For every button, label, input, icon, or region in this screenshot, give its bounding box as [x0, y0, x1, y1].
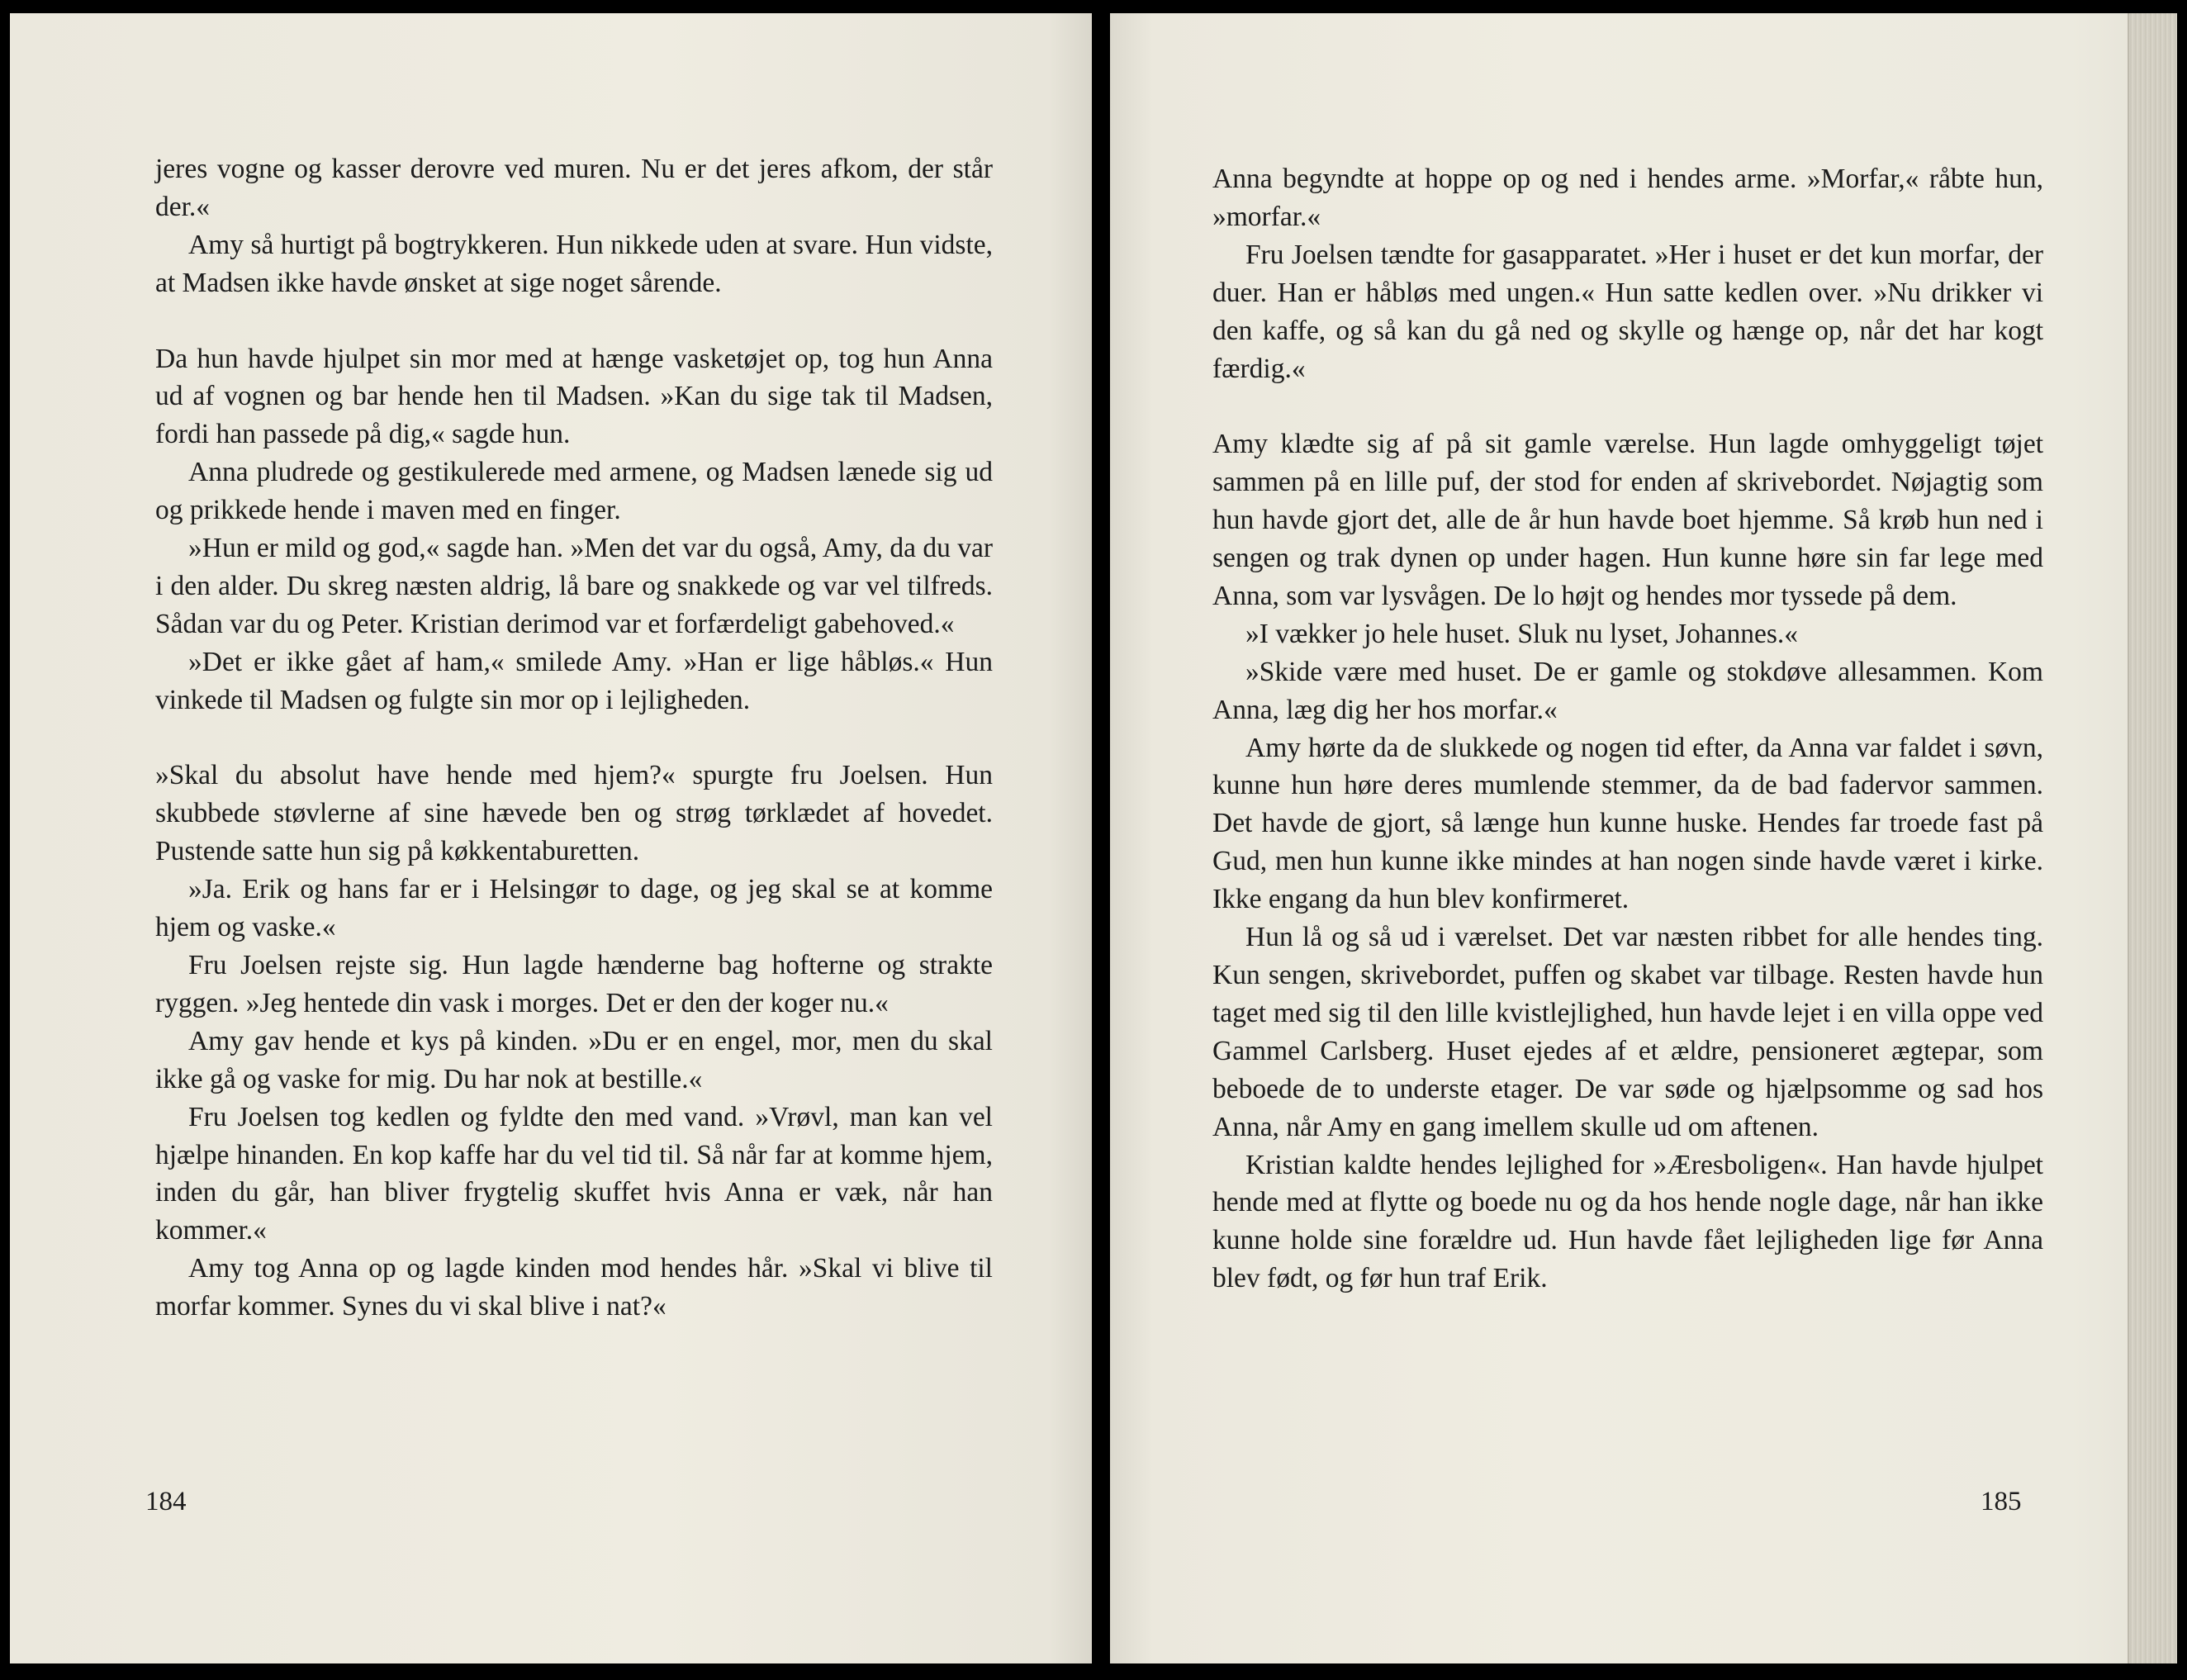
- left-paragraph-1: jeres vogne og kasser derovre ved muren. Nu er det jeres afkom, der står der.«: [155, 154, 993, 222]
- left-paragraph-5: »Hun er mild og god,« sagde han. »Men det var du også, Amy, da du var i den alder. Du skreg næsten aldrig, lå bare og snakkede og var vel tilfreds. Sådan var du og Peter. Kristian derimod var et forfærdeligt gabehoved.«: [155, 533, 993, 639]
- right-paragraph-8: Kristian kaldte hendes lejlighed for »Æresboligen«. Han havde hjulpet hende med at flytte og boede nu og da hos hende nogle dage, når han ikke kunne holde sine forældre ud. Hun havde fået lejligheden lige før Anna blev født, og før hun traf Erik.: [1212, 1149, 2043, 1294]
- left-paragraph-12: Amy tog Anna op og lagde kinden mod hendes hår. »Skal vi blive til morfar kommer. Synes du vi skal blive i nat?«: [155, 1253, 993, 1322]
- page-edge-stack: [2128, 13, 2177, 1663]
- right-paragraph-4: »I vækker jo hele huset. Sluk nu lyset, Johannes.«: [1245, 618, 1798, 649]
- left-paragraph-11: Fru Joelsen tog kedlen og fyldte den med vand. »Vrøvl, man kan vel hjælpe hinanden. En kop kaffe har du vel tid til. Så når far at komme hjem, inden du går, han bliver frygtelig skuffet hvis Anna er væk, når han kommer.«: [155, 1101, 993, 1246]
- right-page-text: [1212, 160, 2043, 1298]
- right-paragraph-6: Amy hørte da de slukkede og nogen tid efter, da Anna var faldet i søvn, kunne hun høre deres mumlende stemmer, da de bad fadervor sammen. Det havde de gjort, så længe hun kunne huske. Hendes far troede fast på Gud, men hun kunne ikke mindes at han nogen sinde havde været i kirke. Ikke engang da hun blev konfirmeret.: [1212, 732, 2043, 915]
- left-paragraph-8: »Ja. Erik og hans far er i Helsingør to dage, og jeg skal se at komme hjem og vaske.«: [155, 874, 993, 943]
- left-paragraph-7: »Skal du absolut have hende med hjem?« spurgte fru Joelsen. Hun skubbede støvlerne af sine hævede ben og strøg tørklædet af hovedet. Pustende satte hun sig på køkkentaburetten.: [155, 760, 993, 867]
- right-paragraph-5: »Skide være med huset. De er gamle og stokdøve allesammen. Kom Anna, læg dig her hos morfar.«: [1212, 656, 2043, 725]
- left-paragraph-6: »Det er ikke gået af ham,« smilede Amy. »Han er lige håbløs.« Hun vinkede til Madsen og fulgte sin mor op i lejligheden.: [155, 646, 993, 715]
- right-paragraph-1: Anna begyndte at hoppe op og ned i hendes arme. »Morfar,« råbte hun, »morfar.«: [1212, 164, 2043, 232]
- left-page-number: 184: [145, 1487, 187, 1516]
- right-paragraph-2: Fru Joelsen tændte for gasapparatet. »Her i huset er det kun morfar, der duer. Han er håbløs med ungen.« Hun satte kedlen over. »Nu drikker vi den kaffe, og så kan du gå ned og skylle og hænge op, når det har kogt færdig.«: [1212, 239, 2043, 384]
- right-paragraph-7: Hun lå og så ud i værelset. Det var næsten ribbet for alle hendes ting. Kun sengen, skrivebordet, puffen og skabet var tilbage. Resten havde hun taget med sig til den lille kvistlejlighed, hun havde lejet i en villa oppe ved Gammel Carlsberg. Huset ejedes af et ældre, pensioneret ægtepar, som beboede de to underste etager. De var søde og hjælpsomme og sad hos Anna, når Amy en gang imellem skulle ud om aftenen.: [1212, 922, 2043, 1142]
- right-paragraph-3: Amy klædte sig af på sit gamle værelse. Hun lagde omhyggeligt tøjet sammen på en lille puf, der stod for enden af skrivebordet. Nøjagtig som hun havde gjort det, alle de år hun havde boet hjemme. Så krøb hun ned i sengen og trak dynen op under hagen. Hun kunne høre sin far lege med Anna, som var lysvågen. De lo højt og hendes mor tyssede på dem.: [1212, 429, 2043, 611]
- left-paragraph-4: Anna pludrede og gestikulerede med armene, og Madsen lænede sig ud og prikkede hende i maven med en finger.: [155, 457, 993, 526]
- left-paragraph-9: Fru Joelsen rejste sig. Hun lagde hænderne bag hofterne og strakte ryggen. »Jeg hentede din vask i morges. Det er den der koger nu.«: [155, 950, 993, 1018]
- left-paragraph-10: Amy gav hende et kys på kinden. »Du er en engel, mor, men du skal ikke gå og vaske for mig. Du har nok at bestille.«: [155, 1025, 993, 1094]
- left-paragraph-2: Amy så hurtigt på bogtrykkeren. Hun nikkede uden at svare. Hun vidste, at Madsen ikke havde ønsket at sige noget sårende.: [155, 229, 993, 298]
- left-page-text: [155, 150, 993, 1326]
- right-page-number: 185: [1981, 1487, 2022, 1516]
- right-page: [1110, 13, 2177, 1663]
- left-page: [10, 13, 1092, 1663]
- left-paragraph-3: Da hun havde hjulpet sin mor med at hænge vasketøjet op, tog hun Anna ud af vognen og bar hende hen til Madsen. »Kan du sige tak til Madsen, fordi han passede på dig,« sagde hun.: [155, 343, 993, 450]
